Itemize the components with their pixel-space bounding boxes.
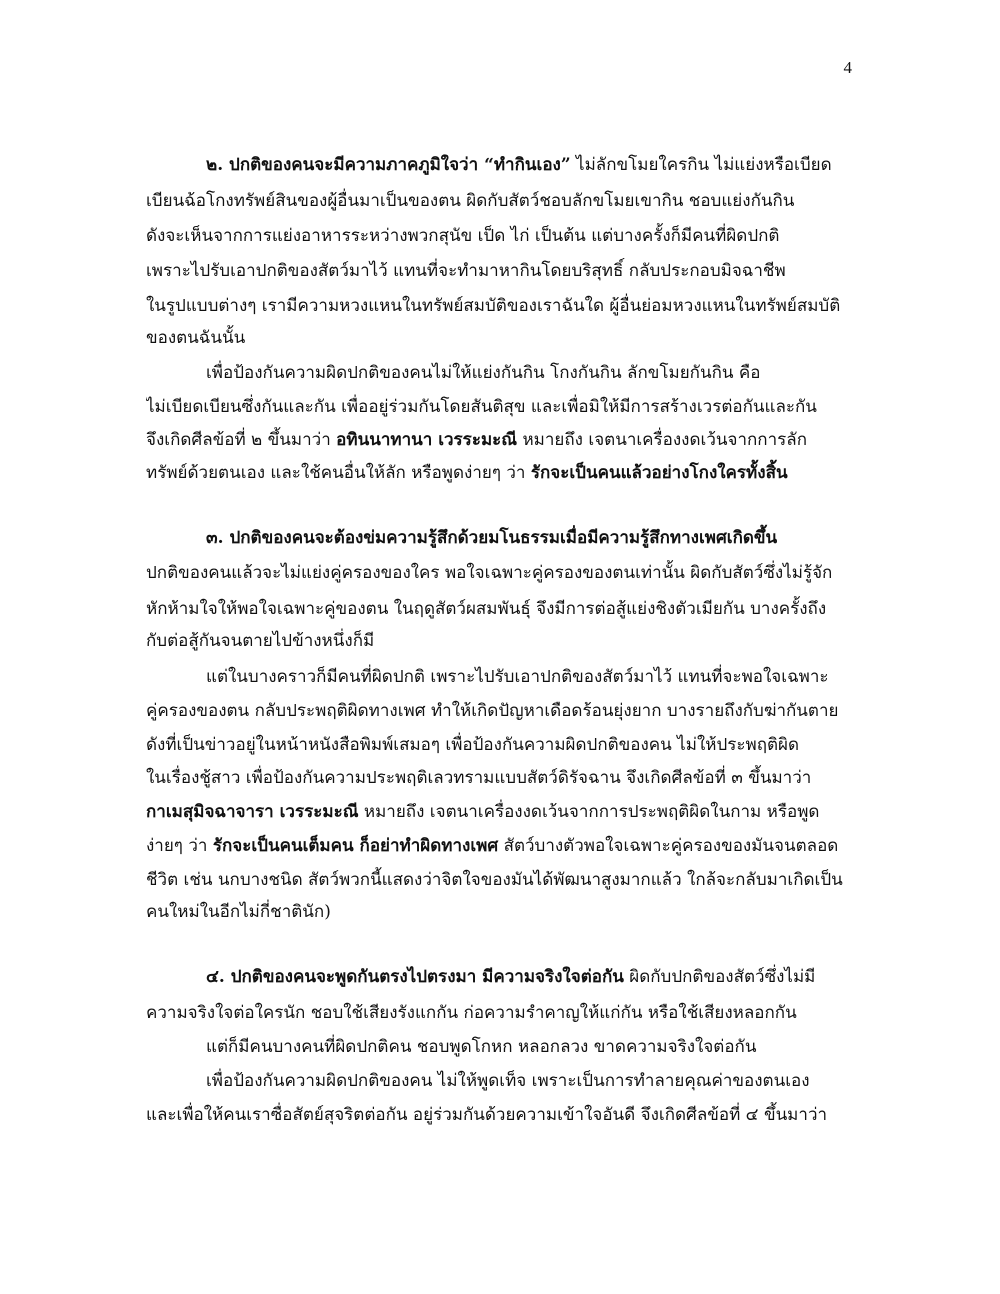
text-line xyxy=(146,423,858,457)
text-line xyxy=(146,219,858,253)
text-segment: เพราะไปรับเอาปกติของสัตว์มาไว้ แทนที่จะทำมาหากินโดยบริสุทธิ์ กลับประกอบมิจฉาชีพ xyxy=(146,261,786,281)
text-segment: หมายถึง เจตนาเครื่องงดเว้นจากการลัก xyxy=(517,430,807,450)
bold-text: อทินนาทานา เวรระมะณี xyxy=(336,430,518,450)
text-line xyxy=(206,960,858,994)
text-line xyxy=(146,996,858,1030)
text-segment: คนใหม่ในอีกไม่กี่ชาตินัก) xyxy=(146,902,331,922)
bold-text: กาเมสุมิจฉาจารา เวรระมะณี xyxy=(146,802,359,822)
text-segment: ผิดกับปกติของสัตว์ซึ่งไม่มี xyxy=(623,967,816,987)
text-segment: ไม่ลักขโมยใครกิน ไม่แย่งหรือเบียด xyxy=(570,155,832,175)
text-line xyxy=(146,321,858,355)
text-line xyxy=(146,1098,858,1132)
text-line xyxy=(146,694,858,728)
text-segment: ง่ายๆ ว่า xyxy=(146,836,213,856)
text-segment: ในเรื่องชู้สาว เพื่อป้องกันความประพฤติเลวทรามแบบสัตว์ดิรัจฉาน จึงเกิดศีลข้อที่ ๓ ขึ้นมาว่า xyxy=(146,768,812,788)
text-segment: แต่ในบางคราวก็มีคนที่ผิดปกติ เพราะไปรับเอาปกติของสัตว์มาไว้ แทนที่จะพอใจเฉพาะ xyxy=(206,667,829,687)
text-segment: สัตว์บางตัวพอใจเฉพาะคู่ครองของมันจนตลอด xyxy=(498,836,839,856)
text-segment: ชีวิต เช่น นกบางชนิด สัตว์พวกนี้แสดงว่าจิตใจของมันได้พัฒนาสูงมากแล้ว ใกล้จะกลับมาเกิดเป็น xyxy=(146,870,843,890)
text-line xyxy=(146,592,858,626)
text-segment: กับต่อสู้กันจนตายไปข้างหนึ่งก็มี xyxy=(146,631,375,651)
text-line xyxy=(206,356,858,390)
bold-text: รักจะเป็นคนแล้วอย่างโกงใครทั้งสิ้น xyxy=(530,463,788,483)
text-line xyxy=(146,795,858,829)
bold-text: ๒. ปกติของคนจะมีความภาคภูมิใจว่า “ทำกินเอง” xyxy=(206,155,571,175)
text-line xyxy=(146,728,858,762)
page-number: 4 xyxy=(843,58,852,77)
text-line xyxy=(146,184,858,218)
bold-text: ๔. ปกติของคนจะพูดกันตรงไปตรงมา มีความจริงใจต่อกัน xyxy=(206,967,624,987)
text-segment: ทรัพย์ด้วยตนเอง และใช้คนอื่นให้ลัก หรือพูดง่ายๆ ว่า xyxy=(146,463,531,483)
text-segment: หักห้ามใจให้พอใจเฉพาะคู่ของตน ในฤดูสัตว์ผสมพันธุ์ จึงมีการต่อสู้แย่งชิงตัวเมียกัน บางครั้งถึง xyxy=(146,599,827,619)
text-line xyxy=(146,624,858,658)
text-segment: หมายถึง เจตนาเครื่องงดเว้นจากการประพฤติผิดในกาม หรือพูด xyxy=(358,802,820,822)
text-line xyxy=(146,289,858,323)
text-line xyxy=(146,761,858,795)
text-line xyxy=(146,829,858,863)
text-segment: ของตนฉันนั้น xyxy=(146,328,246,348)
text-segment: ในรูปแบบต่างๆ เรามีความหวงแหนในทรัพย์สมบัติของเราฉันใด ผู้อื่นย่อมหวงแหนในทรัพย์สมบัติ xyxy=(146,296,841,316)
text-line xyxy=(146,863,858,897)
bold-text: ๓. ปกติของคนจะต้องข่มความรู้สึกด้วยมโนธรรมเมื่อมีความรู้สึกทางเพศเกิดขึ้น xyxy=(206,528,778,548)
text-segment: คู่ครองของตน กลับประพฤติผิดทางเพศ ทำให้เกิดปัญหาเดือดร้อนยุ่งยาก บางรายถึงกับฆ่ากันตาย xyxy=(146,701,839,721)
text-line xyxy=(206,660,858,694)
text-segment: ดังจะเห็นจากการแย่งอาหารระหว่างพวกสุนัข เป็ด ไก่ เป็นต้น แต่บางครั้งก็มีคนที่ผิดปกติ xyxy=(146,226,780,246)
text-line xyxy=(146,390,858,424)
text-line xyxy=(206,1064,858,1098)
text-segment: ความจริงใจต่อใครนัก ชอบใช้เสียงรังแกกัน ก่อความรำคาญให้แก่กัน หรือใช้เสียงหลอกกัน xyxy=(146,1003,797,1023)
text-segment: แต่ก็มีคนบางคนที่ผิดปกติคน ชอบพูดโกหก หลอกลวง ขาดความจริงใจต่อกัน xyxy=(206,1037,757,1057)
text-segment: ไม่เบียดเบียนซึ่งกันและกัน เพื่ออยู่ร่วมกันโดยสันติสุข และเพื่อมิให้มีการสร้างเวรต่อกันและกัน xyxy=(146,397,817,417)
text-line xyxy=(146,254,858,288)
text-segment: จึงเกิดศีลข้อที่ ๒ ขึ้นมาว่า xyxy=(146,430,337,450)
text-line xyxy=(206,148,858,182)
text-segment: ปกติของคนแล้วจะไม่แย่งคู่ครองของใคร พอใจเฉพาะคู่ครองของตนเท่านั้น ผิดกับสัตว์ซึ่งไม่รู้จัก xyxy=(146,563,833,583)
bold-text: รักจะเป็นคนเต็มคน ก็อย่าทำผิดทางเพศ xyxy=(212,836,499,856)
text-line xyxy=(206,1030,858,1064)
text-line xyxy=(146,556,858,590)
text-segment: ดังที่เป็นข่าวอยู่ในหน้าหนังสือพิมพ์เสมอๆ เพื่อป้องกันความผิดปกติของคน ไม่ให้ประพฤติผิด xyxy=(146,735,800,755)
text-segment: เบียนฉ้อโกงทรัพย์สินของผู้อื่นมาเป็นของตน ผิดกับสัตว์ชอบลักขโมยเขากิน ชอบแย่งกันกิน xyxy=(146,191,795,211)
text-line xyxy=(206,521,858,555)
text-line xyxy=(146,456,858,490)
text-line xyxy=(146,895,858,929)
text-segment: เพื่อป้องกันความผิดปกติของคน ไม่ให้พูดเท็จ เพราะเป็นการทำลายคุณค่าของตนเอง xyxy=(206,1071,810,1091)
text-segment: เพื่อป้องกันความผิดปกติของคนไม่ให้แย่งกันกิน โกงกันกิน ลักขโมยกันกิน คือ xyxy=(206,363,761,383)
text-segment: และเพื่อให้คนเราซื่อสัตย์สุจริตต่อกัน อยู่ร่วมกันด้วยความเข้าใจอันดี จึงเกิดศีลข้อที่ ๔ ขึ้นมาว่า xyxy=(146,1105,828,1125)
